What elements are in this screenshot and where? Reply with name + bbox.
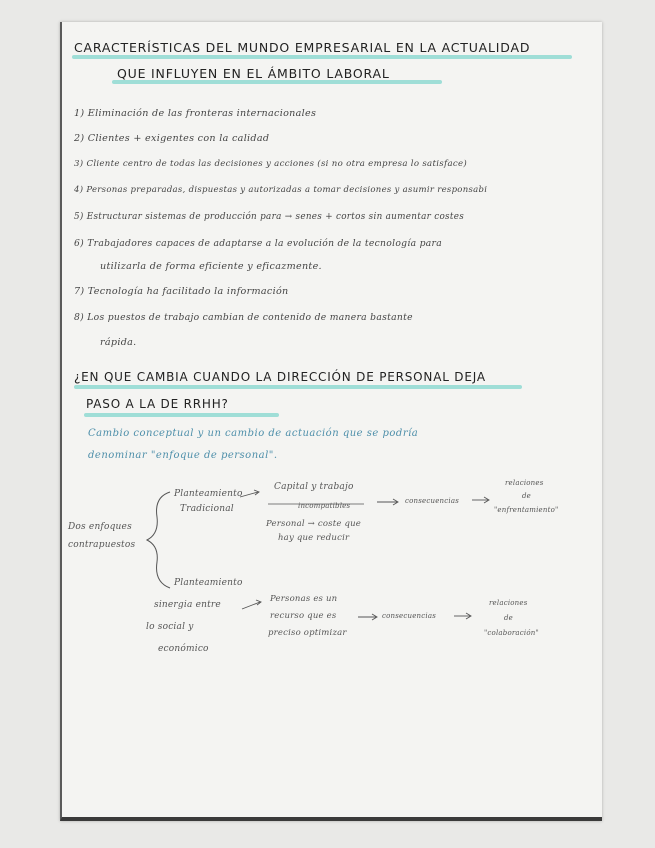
diagram-left-label-2: contrapuestos <box>68 540 136 550</box>
synergy-label-2: sinergia entre <box>154 600 221 610</box>
question-line-2: PASO A LA DE RRHH? <box>86 397 229 411</box>
traditional-bottom-2: hay que reducir <box>278 533 350 543</box>
list-item: 6) Trabajadores capaces de adaptarse a la evolución de la tecnología para <box>74 238 443 249</box>
notebook-page <box>60 22 602 821</box>
synergy-text-1: Personas es un <box>270 594 338 604</box>
answer-line-2: denominar "enfoque de personal". <box>88 450 278 461</box>
list-item: 5) Estructurar sistemas de producción para → senes + cortos sin aumentar costes <box>74 212 465 222</box>
diagram-lines <box>62 22 602 817</box>
list-item: rápida. <box>100 337 137 348</box>
synergy-text-2: recurso que es <box>270 611 337 621</box>
traditional-top: Capital y trabajo <box>274 482 354 492</box>
traditional-bottom-1: Personal → coste que <box>266 519 362 529</box>
synergy-result-3: "colaboración" <box>484 629 539 637</box>
synergy-label-1: Planteamiento <box>174 578 243 588</box>
synergy-label-4: económico <box>158 644 209 654</box>
list-item: 7) Tecnología ha facilitado la información <box>74 286 289 297</box>
traditional-label-1: Planteamiento <box>174 489 243 499</box>
synergy-label-3: lo social y <box>146 622 194 632</box>
list-item: 8) Los puestos de trabajo cambian de contenido de manera bastante <box>74 312 413 323</box>
answer-line-1: Cambio conceptual y un cambio de actuación que se podría <box>88 428 419 439</box>
diagram-left-label-1: Dos enfoques <box>68 522 132 532</box>
traditional-result-3: "enfrentamiento" <box>494 506 559 514</box>
question-line-1: ¿EN QUE CAMBIA CUANDO LA DIRECCIÓN DE PERSONAL DEJA <box>74 370 486 384</box>
synergy-result-2: de <box>504 614 514 622</box>
list-item: 4) Personas preparadas, dispuestas y autorizadas a tomar decisiones y asumir responsabi <box>74 185 488 195</box>
synergy-result-1: relaciones <box>489 599 528 607</box>
traditional-result-1: relaciones <box>505 479 544 487</box>
traditional-mid: incompatibles <box>298 502 351 510</box>
synergy-text-3: preciso optimizar <box>268 628 347 638</box>
traditional-arrow-text: consecuencias <box>405 497 459 505</box>
list-item: utilizarla de forma eficiente y eficazmente. <box>100 261 322 272</box>
list-item: 3) Cliente centro de todas las decisiones y acciones (si no otra empresa lo satisface) <box>74 159 468 169</box>
list-item: 2) Clientes + exigentes con la calidad <box>74 133 270 144</box>
synergy-arrow-text: consecuencias <box>382 612 436 620</box>
list-item: 1) Eliminación de las fronteras internacionales <box>74 108 317 119</box>
page-title-line-1: CARACTERÍSTICAS DEL MUNDO EMPRESARIAL EN LA ACTUALIDAD <box>74 40 531 55</box>
page-title-line-2: QUE INFLUYEN EN EL ÁMBITO LABORAL <box>117 66 390 81</box>
traditional-result-2: de <box>522 492 532 500</box>
traditional-label-2: Tradicional <box>180 504 234 514</box>
